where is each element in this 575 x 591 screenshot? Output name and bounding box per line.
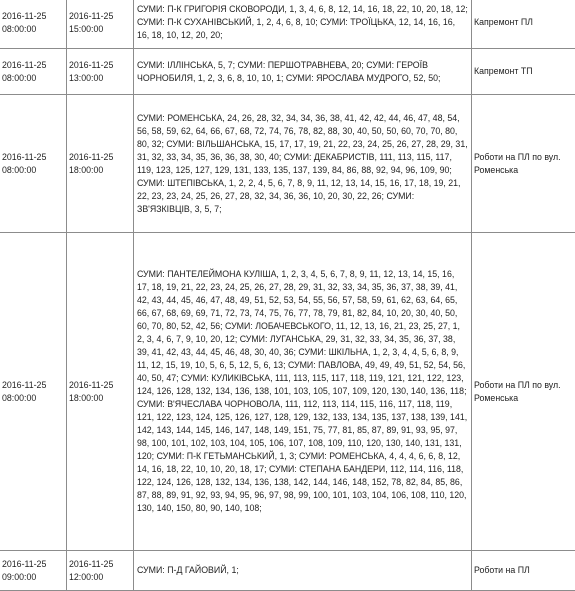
end-datetime-cell [67, 551, 134, 591]
start-date: 2016-11-25 [2, 559, 46, 569]
start-time: 09:00:00 [2, 572, 36, 582]
reason-cell: Капремонт ТП [472, 49, 575, 95]
end-time: 13:00:00 [69, 73, 103, 83]
start-datetime-cell [0, 49, 67, 95]
table-row [0, 49, 575, 95]
end-date: 2016-11-25 [69, 380, 113, 390]
start-datetime-cell [0, 551, 67, 591]
reason-cell: Роботи на ПЛ по вул. Роменська [472, 233, 575, 551]
start-datetime-cell [0, 233, 67, 551]
end-datetime-cell [67, 95, 134, 233]
start-time: 08:00:00 [2, 165, 36, 175]
table-row [0, 95, 575, 233]
addresses-cell: СУМИ: П-К ГРИГОРІЯ СКОВОРОДИ, 1, 3, 4, 6, 8, 12, 14, 16, 18, 22, 10, 20, 18, 12; СУМИ: П-К СУХАНІВСЬКИЙ, 1, 2, 4, 6, 8, 10; СУМИ: ТРОЇЦЬКА, 12, 14, 16, 16, 16, 18, 10, 12, 20, 20; [134, 0, 472, 49]
table-row [0, 233, 575, 551]
end-date: 2016-11-25 [69, 559, 113, 569]
end-datetime-cell [67, 233, 134, 551]
reason-cell: Роботи на ПЛ по вул. Роменська [472, 95, 575, 233]
end-time: 15:00:00 [69, 24, 103, 34]
addresses-cell: СУМИ: РОМЕНСЬКА, 24, 26, 28, 32, 34, 34, 36, 38, 41, 42, 42, 44, 46, 47, 48, 54, 56, 58, 59, 62, 64, 66, 67, 68, 72, 74, 76, 78, 82, 88, 30, 40, 50, 50, 60, 70, 70, 80, 80, 32; СУМИ: ВІЛЬШАНСЬКА, 15, 17, 17, 19, 21, 22, 23, 24, 25, 26, 27, 28, 29, 31, 31, 32, 33, 34, 35, 36, 36, 38, 30, 40; СУМИ: ДЕКАБРИСТІВ, 111, 113, 115, 117, 119, 123, 125, 127, 129, 131, 133, 135, 137, 139, 84, 86, 88, 92, 94, 96, 109, 90; СУМИ: ШТЕПІВСЬКА, 1, 2, 2, 4, 5, 6, 7, 8, 9, 11, 12, 13, 14, 15, 16, 17, 18, 19, 21, 22, 23, 23, 24, 25, 26, 27, 28, 32, 34, 36, 36, 10, 20, 30, 22, 26; СУМИ: ЗВ'ЯЗКІВЦІВ, 3, 5, 7; [134, 95, 472, 233]
addresses-cell: СУМИ: ІЛЛІНСЬКА, 5, 7; СУМИ: ПЕРШОТРАВНЕВА, 20; СУМИ: ГЕРОЇВ ЧОРНОБИЛЯ, 1, 2, 3, 6, 8, 10, 10, 1; СУМИ: ЯРОСЛАВА МУДРОГО, 52, 50; [134, 49, 472, 95]
reason-cell: Капремонт ПЛ [472, 0, 575, 49]
start-datetime-cell [0, 0, 67, 49]
start-time: 08:00:00 [2, 73, 36, 83]
start-time: 08:00:00 [2, 24, 36, 34]
end-time: 12:00:00 [69, 572, 103, 582]
end-date: 2016-11-25 [69, 60, 113, 70]
reason-cell: Роботи на ПЛ [472, 551, 575, 591]
table-row [0, 0, 575, 49]
start-date: 2016-11-25 [2, 152, 46, 162]
end-date: 2016-11-25 [69, 11, 113, 21]
end-datetime-cell [67, 0, 134, 49]
start-time: 08:00:00 [2, 393, 36, 403]
end-time: 18:00:00 [69, 165, 103, 175]
end-datetime-cell [67, 49, 134, 95]
start-date: 2016-11-25 [2, 60, 46, 70]
table-row [0, 551, 575, 591]
end-date: 2016-11-25 [69, 152, 113, 162]
start-date: 2016-11-25 [2, 11, 46, 21]
addresses-cell: СУМИ: ПАНТЕЛЕЙМОНА КУЛІША, 1, 2, 3, 4, 5, 6, 7, 8, 9, 11, 12, 13, 14, 15, 16, 17, 18, 19, 21, 22, 23, 24, 25, 26, 27, 28, 29, 31, 32, 33, 34, 35, 36, 37, 38, 39, 41, 42, 43, 44, 45, 46, 47, 48, 49, 51, 52, 53, 54, 55, 56, 57, 58, 59, 61, 62, 63, 64, 65, 66, 67, 68, 69, 69, 71, 72, 73, 74, 75, 76, 77, 78, 79, 81, 82, 84, 10, 20, 30, 40, 50, 60, 70, 80, 52, 42, 56; СУМИ: ЛОБАЧЕВСЬКОГО, 11, 12, 13, 16, 21, 23, 25, 27, 1, 2, 3, 4, 6, 7, 9, 10, 20, 12; СУМИ: ЛУГАНСЬКА, 29, 31, 32, 33, 34, 35, 36, 37, 38, 39, 41, 42, 43, 44, 45, 46, 48, 30, 40, 36; СУМИ: ШКІЛЬНА, 1, 2, 3, 4, 4, 5, 6, 8, 9, 11, 12, 15, 19, 10, 5, 6, 5, 12, 5, 6, 13; СУМИ: ПАВЛОВА, 49, 49, 49, 51, 52, 54, 56, 40, 50, 47; СУМИ: КУЛИКІВСЬКА, 111, 113, 115, 117, 118, 119, 121, 121, 122, 123, 124, 126, 128, 132, 134, 136, 138, 101, 103, 105, 107, 109, 120, 130, 140, 136, 118; СУМИ: В'ЯЧЕСЛАВА ЧОРНОВОЛА, 111, 112, 113, 114, 115, 116, 117, 118, 119, 121, 122, 123, 124, 125, 126, 127, 128, 129, 132, 133, 134, 135, 137, 138, 139, 141, 142, 143, 144, 145, 146, 147, 148, 149, 151, 75, 77, 81, 85, 87, 89, 91, 93, 95, 97, 98, 100, 101, 102, 103, 104, 105, 106, 107, 108, 109, 110, 120, 130, 140, 131, 131, 120; СУМИ: П-К ГЕТЬМАНСЬКИЙ, 1, 3; СУМИ: РОМЕНСЬКА, 4, 4, 4, 6, 6, 8, 12, 14, 16, 18, 22, 10, 10, 20, 18, 17; СУМИ: СТЕПАНА БАНДЕРИ, 112, 114, 116, 118, 122, 124, 126, 128, 132, 134, 136, 138, 142, 144, 146, 148, 152, 78, 82, 84, 85, 86, 87, 88, 89, 91, 92, 93, 94, 95, 96, 97, 98, 99, 100, 101, 103, 104, 106, 108, 110, 120, 130, 140, 150, 80, 90, 140, 108; [134, 233, 472, 551]
end-time: 18:00:00 [69, 393, 103, 403]
start-datetime-cell [0, 95, 67, 233]
addresses-cell: СУМИ: П-Д ГАЙОВИЙ, 1; [134, 551, 472, 591]
start-date: 2016-11-25 [2, 380, 46, 390]
